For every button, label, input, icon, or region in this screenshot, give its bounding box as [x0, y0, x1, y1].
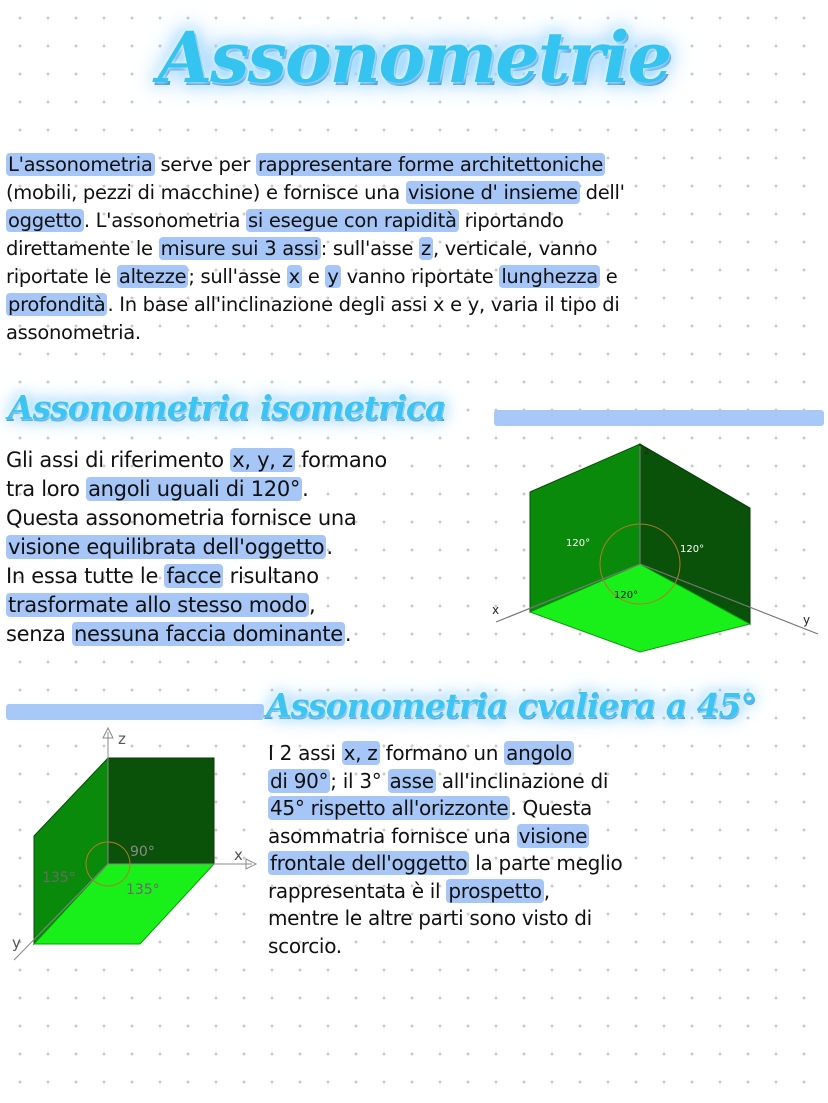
cavalier-title-bar	[6, 704, 264, 720]
highlighted-text: visione	[518, 823, 588, 848]
highlighted-text: z	[421, 237, 431, 260]
body-text: .	[302, 477, 309, 501]
cav-z-label: z	[118, 730, 126, 748]
isometric-line	[6, 504, 486, 533]
highlighted-text: visione d' insieme	[407, 181, 578, 204]
body-text: la parte meglio	[469, 851, 623, 875]
body-text: senza	[6, 622, 72, 646]
body-text: formano	[294, 448, 387, 472]
body-text: serve per	[154, 153, 256, 176]
cav-x-label: x	[234, 846, 243, 864]
body-text: risultano	[223, 564, 319, 588]
body-text: . Questa	[510, 796, 592, 820]
body-text: ,	[308, 593, 316, 617]
iso-angle-bottom: 120°	[614, 590, 639, 601]
highlighted-text: frontale dell'oggetto	[270, 851, 468, 875]
highlighted-text: rappresentare forme architettoniche	[257, 153, 604, 176]
intro-line	[6, 291, 824, 319]
body-text: vanno riportate	[340, 265, 500, 288]
body-text: (mobili, pezzi di macchine) e fornisce una	[6, 181, 406, 204]
highlighted-text: lunghezza	[501, 265, 598, 288]
highlighted-text: si esegue con rapidità	[248, 209, 457, 232]
iso-angle-right: 120°	[680, 544, 705, 555]
isometric-line	[6, 475, 486, 504]
body-text: dell'	[579, 181, 625, 204]
isometric-line	[6, 562, 486, 591]
page-title: Assonometrie	[157, 16, 671, 99]
isometric-line	[6, 446, 486, 475]
body-text: e	[599, 265, 618, 288]
body-text: ; sull'asse	[188, 265, 287, 288]
body-text: I 2 assi	[268, 741, 342, 765]
highlighted-text: prospetto	[448, 878, 542, 903]
body-text: all'inclinazione di	[435, 768, 609, 793]
isometric-line	[6, 591, 486, 620]
body-text: Gli assi di riferimento	[6, 448, 231, 472]
body-text: : sull'asse	[320, 237, 420, 260]
cavalier-line	[268, 795, 824, 823]
intro-line	[6, 235, 824, 263]
highlighted-text: x, y, z	[232, 448, 293, 472]
isometric-line	[6, 620, 486, 649]
cavalier-section-title: Assonometria cvaliera a 45°	[266, 686, 756, 725]
isometric-title-bar	[494, 410, 824, 426]
cavalier-line	[268, 905, 824, 933]
iso-y-label: y	[803, 613, 811, 627]
body-text: In essa tutte le	[6, 564, 165, 588]
body-text: assonometria.	[6, 321, 141, 344]
highlighted-text: 45° rispetto all'orizzonte	[270, 796, 509, 820]
cavalier-paragraph	[268, 740, 824, 960]
highlighted-text: y	[327, 265, 339, 288]
body-text: tra loro	[6, 477, 87, 501]
body-text: ; il 3°	[330, 768, 388, 793]
intro-line	[6, 319, 824, 347]
body-text: riportando	[458, 209, 564, 232]
cavalier-line	[268, 850, 824, 878]
iso-x-label: x	[492, 603, 500, 617]
cav-angle-top: 90°	[130, 844, 155, 860]
highlighted-text: misure sui 3 assi	[160, 237, 319, 260]
highlighted-text: facce	[166, 564, 222, 588]
highlighted-text: profondità	[8, 293, 106, 316]
highlighted-text: x	[288, 265, 300, 288]
body-text: scorcio.	[268, 933, 342, 958]
highlighted-text: x, z	[343, 741, 378, 765]
cavalier-line	[268, 933, 824, 961]
intro-line	[6, 263, 824, 291]
body-text: riportate le	[6, 265, 117, 288]
highlighted-text: trasformate allo stesso modo	[8, 593, 307, 617]
body-text: . L'assonometria	[83, 209, 247, 232]
isometric-line	[6, 533, 486, 562]
body-text: direttamente le	[6, 237, 159, 260]
body-text: e	[301, 265, 326, 288]
cavalier-line	[268, 740, 824, 768]
body-text: rappresentata è il	[268, 878, 447, 903]
isometric-paragraph	[6, 446, 486, 649]
highlighted-text: nessuna faccia dominante	[73, 622, 343, 646]
intro-paragraph	[6, 151, 824, 347]
body-text: .	[326, 535, 333, 559]
iso-angle-left: 120°	[566, 538, 591, 549]
isometric-cube-diagram	[488, 436, 824, 664]
highlighted-text: di 90°	[270, 768, 329, 793]
intro-line	[6, 151, 824, 179]
highlighted-text: visione equilibrata dell'oggetto	[8, 535, 325, 559]
body-text: . In base all'inclinazione degli assi x e y, varia il tipo di	[107, 293, 620, 316]
cavalier-cube-diagram	[4, 724, 260, 972]
isometric-section-title: Assonometria isometrica	[8, 388, 446, 427]
body-text: asommatria fornisce una	[268, 823, 517, 848]
highlighted-text: L'assonometria	[8, 153, 153, 176]
intro-line	[6, 207, 824, 235]
body-text: mentre le altre parti sono visto di	[268, 906, 592, 930]
body-text: formano un	[379, 741, 505, 765]
body-text: .	[344, 622, 352, 646]
cav-angle-right: 135°	[126, 882, 160, 898]
cavalier-line	[268, 823, 824, 851]
highlighted-text: oggetto	[8, 209, 82, 232]
body-text: , verticale, vanno	[432, 237, 598, 260]
intro-line	[6, 179, 824, 207]
cav-angle-left: 135°	[42, 870, 76, 886]
body-text: ,	[543, 878, 550, 903]
highlighted-text: asse	[389, 768, 434, 793]
highlighted-text: altezze	[118, 265, 187, 288]
cav-y-label: y	[12, 934, 21, 952]
highlighted-text: angolo	[506, 741, 572, 765]
body-text: Questa assonometria fornisce una	[6, 506, 357, 530]
cavalier-line	[268, 768, 824, 796]
cavalier-line	[268, 878, 824, 906]
iso-z-label: z	[644, 446, 650, 457]
highlighted-text: angoli uguali di 120°	[88, 477, 301, 501]
